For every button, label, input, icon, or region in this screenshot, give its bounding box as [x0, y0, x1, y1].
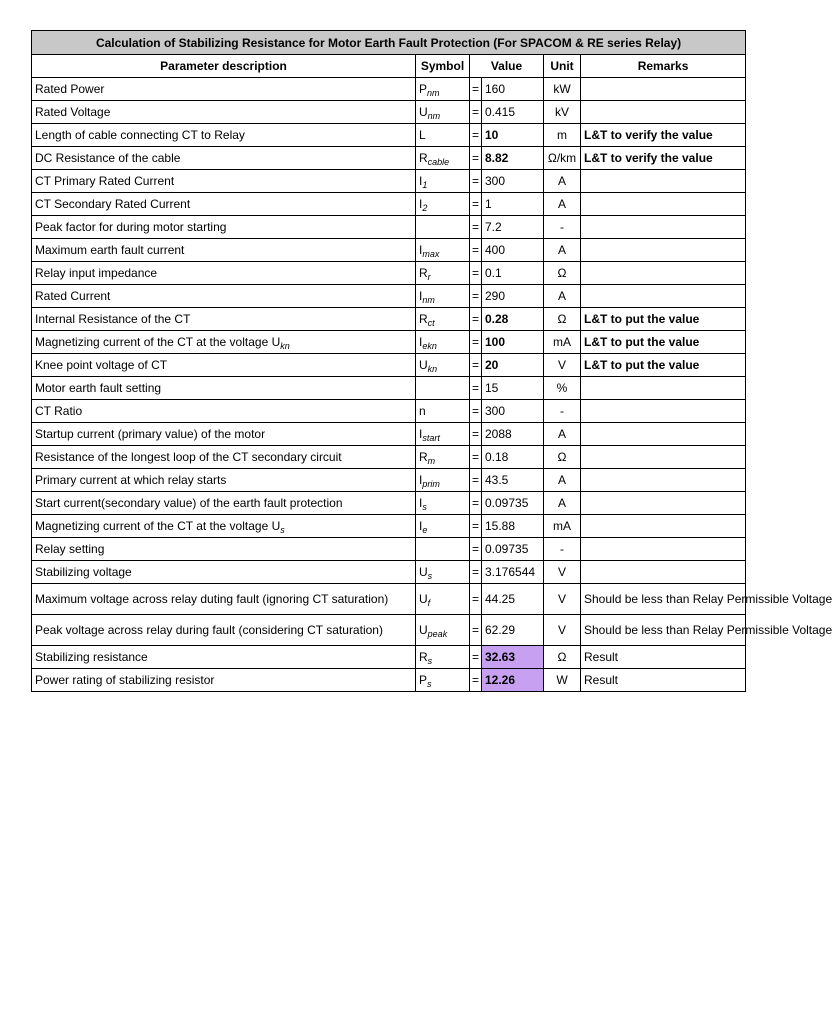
table-row — [32, 515, 746, 538]
equals-cell: = — [470, 669, 482, 692]
description-cell — [32, 561, 416, 584]
unit-cell: Ω — [544, 446, 581, 469]
table-row — [32, 446, 746, 469]
unit-cell: A — [544, 423, 581, 446]
table-row — [32, 646, 746, 669]
symbol-text: R — [419, 450, 428, 464]
description-text: Rated Current — [35, 289, 111, 303]
symbol-subscript: 2 — [422, 203, 428, 213]
table-row — [32, 78, 746, 101]
table-title: Calculation of Stabilizing Resistance for Motor Earth Fault Protection (For SPACOM & RE series Relay) — [32, 31, 746, 55]
unit-cell: A — [544, 170, 581, 193]
symbol-text: U — [419, 105, 428, 119]
value-cell: 0.1 — [482, 262, 544, 285]
equals-cell: = — [470, 101, 482, 124]
value-cell: 8.82 — [482, 147, 544, 170]
description-text: Motor earth fault setting — [35, 381, 162, 395]
equals-cell: = — [470, 615, 482, 646]
equals-cell: = — [470, 423, 482, 446]
table-row — [32, 216, 746, 239]
symbol-text: U — [419, 623, 428, 637]
symbol-cell — [416, 492, 470, 515]
description-text: Resistance of the longest loop of the CT secondary circuit — [35, 450, 342, 464]
symbol-text: P — [419, 673, 428, 687]
table-row — [32, 492, 746, 515]
description-cell — [32, 538, 416, 561]
symbol-cell — [416, 615, 470, 646]
description-text: Peak voltage across relay during fault (considering CT saturation) — [35, 623, 383, 637]
description-cell — [32, 646, 416, 669]
description-text: Primary current at which relay starts — [35, 473, 227, 487]
equals-cell: = — [470, 561, 482, 584]
table-row — [32, 101, 746, 124]
equals-cell: = — [470, 285, 482, 308]
symbol-subscript: f — [427, 598, 431, 608]
symbol-text: R — [419, 650, 428, 664]
remarks-cell — [581, 193, 746, 216]
unit-cell: - — [544, 216, 581, 239]
value-cell: 15 — [482, 377, 544, 400]
symbol-subscript: nm — [427, 88, 440, 98]
symbol-subscript: kn — [427, 364, 438, 374]
description-cell — [32, 147, 416, 170]
table-row — [32, 193, 746, 216]
symbol-text: I — [419, 243, 423, 257]
symbol-subscript: 1 — [422, 180, 428, 190]
header-description: Parameter description — [32, 55, 416, 78]
symbol-text: U — [419, 565, 428, 579]
symbol-cell — [416, 331, 470, 354]
unit-cell: Ω/km — [544, 147, 581, 170]
symbol-text: R — [419, 312, 428, 326]
description-text: Peak factor for during motor starting — [35, 220, 227, 234]
equals-cell: = — [470, 262, 482, 285]
value-cell: 300 — [482, 400, 544, 423]
value-cell: 62.29 — [482, 615, 544, 646]
header-unit: Unit — [544, 55, 581, 78]
description-text: Length of cable connecting CT to Relay — [35, 128, 245, 142]
description-cell — [32, 423, 416, 446]
value-cell: 100 — [482, 331, 544, 354]
value-cell: 20 — [482, 354, 544, 377]
description-text: Knee point voltage of CT — [35, 358, 168, 372]
description-text: DC Resistance of the cable — [35, 151, 181, 165]
table-row — [32, 124, 746, 147]
description-text: Stabilizing resistance — [35, 650, 148, 664]
equals-cell: = — [470, 78, 482, 101]
value-cell: 1 — [482, 193, 544, 216]
equals-cell: = — [470, 124, 482, 147]
symbol-cell — [416, 216, 470, 239]
description-cell — [32, 101, 416, 124]
remarks-cell — [581, 262, 746, 285]
value-cell: 32.63 — [482, 646, 544, 669]
description-cell — [32, 78, 416, 101]
symbol-text: R — [419, 151, 428, 165]
equals-cell: = — [470, 400, 482, 423]
description-subscript: kn — [280, 341, 290, 351]
remarks-cell — [581, 101, 746, 124]
description-text: CT Ratio — [35, 404, 83, 418]
description-cell — [32, 308, 416, 331]
table-row — [32, 584, 746, 615]
unit-cell: % — [544, 377, 581, 400]
symbol-text: I — [419, 289, 423, 303]
description-cell — [32, 377, 416, 400]
description-text: Rated Voltage — [35, 105, 111, 119]
equals-cell: = — [470, 446, 482, 469]
table-row — [32, 469, 746, 492]
value-cell: 0.18 — [482, 446, 544, 469]
description-cell — [32, 193, 416, 216]
remarks-cell — [581, 538, 746, 561]
value-cell: 44.25 — [482, 584, 544, 615]
symbol-cell — [416, 584, 470, 615]
description-text: Relay setting — [35, 542, 105, 556]
equals-cell: = — [470, 170, 482, 193]
symbol-text: I — [419, 519, 423, 533]
symbol-text: L — [419, 128, 426, 142]
unit-cell: - — [544, 538, 581, 561]
value-cell: 43.5 — [482, 469, 544, 492]
symbol-cell — [416, 78, 470, 101]
remarks-cell — [581, 285, 746, 308]
description-cell — [32, 216, 416, 239]
table-row — [32, 615, 746, 646]
unit-cell: V — [544, 615, 581, 646]
symbol-subscript: prim — [422, 479, 440, 489]
equals-cell: = — [470, 584, 482, 615]
symbol-subscript: s — [427, 571, 433, 581]
unit-cell: mA — [544, 515, 581, 538]
equals-cell: = — [470, 193, 482, 216]
symbol-cell — [416, 101, 470, 124]
remarks-cell: L&T to verify the value — [581, 124, 746, 147]
value-cell: 400 — [482, 239, 544, 262]
remarks-cell — [581, 216, 746, 239]
value-cell: 0.415 — [482, 101, 544, 124]
symbol-subscript: max — [422, 249, 440, 259]
symbol-text: U — [419, 358, 428, 372]
symbol-cell — [416, 377, 470, 400]
table-row — [32, 354, 746, 377]
equals-cell: = — [470, 308, 482, 331]
symbol-text: R — [419, 266, 428, 280]
equals-cell: = — [470, 377, 482, 400]
remarks-cell — [581, 446, 746, 469]
table-row — [32, 147, 746, 170]
value-cell: 290 — [482, 285, 544, 308]
description-cell — [32, 492, 416, 515]
table-row — [32, 538, 746, 561]
table-row — [32, 285, 746, 308]
description-text: Maximum voltage across relay duting fault (ignoring CT saturation) — [35, 592, 389, 606]
remarks-cell — [581, 423, 746, 446]
symbol-cell — [416, 262, 470, 285]
description-cell — [32, 669, 416, 692]
unit-cell: A — [544, 285, 581, 308]
header-remarks: Remarks — [581, 55, 746, 78]
description-text: Startup current (primary value) of the motor — [35, 427, 266, 441]
table-row — [32, 170, 746, 193]
symbol-text: U — [419, 592, 428, 606]
header-value: Value — [470, 55, 544, 78]
description-cell — [32, 469, 416, 492]
symbol-cell — [416, 170, 470, 193]
description-cell — [32, 239, 416, 262]
table-row — [32, 669, 746, 692]
equals-cell: = — [470, 515, 482, 538]
table-row — [32, 262, 746, 285]
remarks-cell: L&T to put the value — [581, 354, 746, 377]
description-text: Magnetizing current of the CT at the voltage U — [35, 519, 281, 533]
description-cell — [32, 354, 416, 377]
equals-cell: = — [470, 147, 482, 170]
remarks-cell: Should be less than Relay Permissible Voltage — [581, 584, 746, 615]
unit-cell: V — [544, 354, 581, 377]
remarks-cell: Should be less than Relay Permissible Voltage — [581, 615, 746, 646]
table-row — [32, 331, 746, 354]
value-cell: 160 — [482, 78, 544, 101]
description-text: Power rating of stabilizing resistor — [35, 673, 215, 687]
remarks-cell: Result — [581, 646, 746, 669]
value-cell: 12.26 — [482, 669, 544, 692]
table-row — [32, 308, 746, 331]
symbol-text: I — [419, 197, 423, 211]
unit-cell: W — [544, 669, 581, 692]
description-subscript: s — [280, 525, 285, 535]
description-cell — [32, 615, 416, 646]
equals-cell: = — [470, 331, 482, 354]
remarks-cell — [581, 561, 746, 584]
description-text: CT Secondary Rated Current — [35, 197, 191, 211]
table-row — [32, 377, 746, 400]
value-cell: 3.176544 — [482, 561, 544, 584]
symbol-subscript: nm — [427, 111, 441, 121]
symbol-cell — [416, 354, 470, 377]
symbol-cell — [416, 124, 470, 147]
symbol-text: I — [419, 427, 423, 441]
description-text: Start current(secondary value) of the earth fault protection — [35, 496, 343, 510]
symbol-text: I — [419, 335, 423, 349]
value-cell: 2088 — [482, 423, 544, 446]
symbol-subscript: peak — [427, 629, 448, 639]
symbol-subscript: s — [427, 679, 432, 689]
description-text: Rated Power — [35, 82, 105, 96]
unit-cell: A — [544, 469, 581, 492]
symbol-cell — [416, 669, 470, 692]
description-cell — [32, 285, 416, 308]
symbol-text: n — [419, 404, 426, 418]
table-row — [32, 400, 746, 423]
symbol-cell — [416, 193, 470, 216]
remarks-cell — [581, 78, 746, 101]
description-text: Maximum earth fault current — [35, 243, 185, 257]
symbol-subscript: m — [427, 456, 436, 466]
unit-cell: m — [544, 124, 581, 147]
symbol-cell — [416, 308, 470, 331]
symbol-text: I — [419, 496, 423, 510]
description-cell — [32, 400, 416, 423]
description-cell — [32, 331, 416, 354]
unit-cell: A — [544, 492, 581, 515]
equals-cell: = — [470, 492, 482, 515]
remarks-cell: L&T to put the value — [581, 331, 746, 354]
calculation-table — [31, 30, 832, 692]
description-text: Magnetizing current of the CT at the voltage U — [35, 335, 281, 349]
description-cell — [32, 124, 416, 147]
equals-cell: = — [470, 354, 482, 377]
description-text: Stabilizing voltage — [35, 565, 132, 579]
unit-cell: A — [544, 239, 581, 262]
value-cell: 300 — [482, 170, 544, 193]
remarks-cell: L&T to verify the value — [581, 147, 746, 170]
symbol-subscript: ct — [427, 318, 435, 328]
description-text: Internal Resistance of the CT — [35, 312, 191, 326]
symbol-subscript: s — [422, 502, 427, 512]
unit-cell: Ω — [544, 262, 581, 285]
symbol-subscript: e — [422, 525, 428, 535]
remarks-cell — [581, 400, 746, 423]
remarks-cell — [581, 492, 746, 515]
description-cell — [32, 170, 416, 193]
remarks-cell — [581, 377, 746, 400]
description-cell — [32, 446, 416, 469]
value-cell: 0.28 — [482, 308, 544, 331]
description-cell — [32, 515, 416, 538]
description-cell — [32, 584, 416, 615]
remarks-cell — [581, 515, 746, 538]
value-cell: 0.09735 — [482, 538, 544, 561]
symbol-text: I — [419, 174, 423, 188]
value-cell: 15.88 — [482, 515, 544, 538]
description-cell — [32, 262, 416, 285]
header-symbol: Symbol — [416, 55, 470, 78]
equals-cell: = — [470, 469, 482, 492]
description-text: Relay input impedance — [35, 266, 158, 280]
value-cell: 7.2 — [482, 216, 544, 239]
description-text: CT Primary Rated Current — [35, 174, 175, 188]
symbol-cell — [416, 285, 470, 308]
remarks-cell — [581, 469, 746, 492]
unit-cell: V — [544, 561, 581, 584]
equals-cell: = — [470, 239, 482, 262]
unit-cell: Ω — [544, 646, 581, 669]
unit-cell: mA — [544, 331, 581, 354]
equals-cell: = — [470, 646, 482, 669]
unit-cell: A — [544, 193, 581, 216]
table-row — [32, 423, 746, 446]
remarks-cell: L&T to put the value — [581, 308, 746, 331]
symbol-cell — [416, 515, 470, 538]
symbol-text: P — [419, 82, 428, 96]
symbol-cell — [416, 400, 470, 423]
symbol-subscript: start — [422, 433, 440, 443]
symbol-cell — [416, 446, 470, 469]
symbol-cell — [416, 561, 470, 584]
symbol-subscript: cable — [427, 157, 450, 167]
unit-cell: V — [544, 584, 581, 615]
unit-cell: - — [544, 400, 581, 423]
remarks-cell — [581, 239, 746, 262]
symbol-subscript: r — [427, 272, 431, 282]
symbol-subscript: s — [427, 656, 433, 666]
equals-cell: = — [470, 216, 482, 239]
unit-cell: kV — [544, 101, 581, 124]
symbol-cell — [416, 239, 470, 262]
symbol-subscript: nm — [422, 295, 435, 305]
value-cell: 0.09735 — [482, 492, 544, 515]
equals-cell: = — [470, 538, 482, 561]
symbol-cell — [416, 147, 470, 170]
symbol-cell — [416, 646, 470, 669]
remarks-cell: Result — [581, 669, 746, 692]
table-row — [32, 239, 746, 262]
unit-cell: kW — [544, 78, 581, 101]
unit-cell: Ω — [544, 308, 581, 331]
remarks-cell — [581, 170, 746, 193]
symbol-subscript: ekn — [422, 341, 437, 351]
symbol-cell — [416, 423, 470, 446]
symbol-cell — [416, 538, 470, 561]
value-cell: 10 — [482, 124, 544, 147]
symbol-cell — [416, 469, 470, 492]
symbol-text: I — [419, 473, 423, 487]
table-row — [32, 561, 746, 584]
